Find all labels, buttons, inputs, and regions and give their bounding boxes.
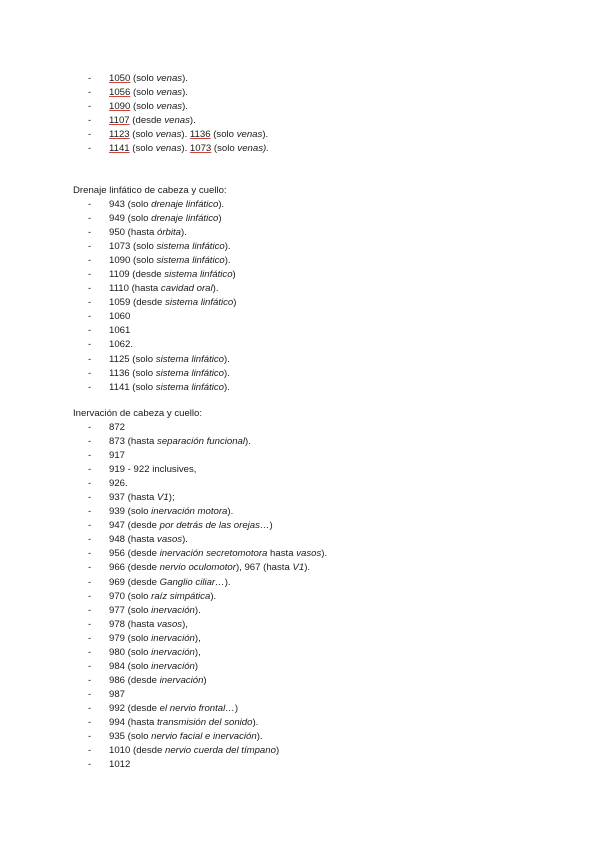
list-item-text <box>109 547 327 561</box>
bullet-dash: - <box>88 450 92 462</box>
list-item-text <box>109 533 188 547</box>
bullet-dash: - <box>88 199 92 210</box>
italic-text: vasos <box>157 618 183 630</box>
bullet-dash: - <box>88 213 92 225</box>
italic-text: V1 <box>292 562 305 574</box>
italic-text: venas <box>156 87 183 99</box>
text-segment: ), <box>194 646 201 658</box>
text-segment: 1010 (desde <box>109 745 166 757</box>
text-segment: ) <box>269 520 273 532</box>
text-segment: 926. <box>109 478 128 490</box>
italic-text: inervación secretomotora <box>159 548 268 560</box>
text-segment: 950 (hasta <box>109 227 158 239</box>
text-segment: ). <box>252 716 259 728</box>
list-item-text <box>109 744 279 758</box>
text-segment: 1012 <box>109 759 131 771</box>
list-item-text <box>109 758 130 772</box>
list-item-text <box>109 576 231 590</box>
bullet-dash: - <box>88 143 92 155</box>
text-segment: 917 <box>109 450 126 462</box>
italic-text: venas <box>156 101 183 113</box>
bullet-dash: - <box>88 101 92 113</box>
italic-text: V1 <box>157 492 169 504</box>
text-segment: ). <box>224 241 231 253</box>
list-item-text <box>109 660 198 674</box>
text-segment: 919 - 922 inclusives, <box>109 464 197 476</box>
italic-text: sistema linfático <box>164 269 233 281</box>
list-item-text <box>109 632 201 646</box>
text-segment: (solo <box>130 87 157 99</box>
lymphatic-drainage-heading: Drenaje linfático de cabeza y cuello: <box>73 185 227 196</box>
bullet-dash: - <box>88 716 92 728</box>
italic-text: Ganglio ciliar… <box>159 576 225 588</box>
italic-text: vasos <box>157 534 183 546</box>
italic-text: sistema linfático <box>155 367 225 379</box>
list-item-text <box>109 590 216 604</box>
list-item-text <box>109 282 219 296</box>
text-segment: 1136 (solo <box>109 367 156 379</box>
text-segment: 979 (solo <box>109 632 152 644</box>
page-reference-link[interactable]: 1056 <box>109 87 131 99</box>
italic-text: venas <box>236 129 263 141</box>
bullet-dash: - <box>88 269 92 281</box>
text-segment: 970 (solo <box>109 590 152 602</box>
text-segment: 980 (solo <box>109 646 152 658</box>
text-segment: ). <box>321 548 328 560</box>
text-segment: (solo <box>130 73 157 84</box>
bullet-dash: - <box>88 464 92 476</box>
text-segment: 937 (hasta <box>109 492 158 504</box>
list-item-text <box>109 561 310 575</box>
italic-text: venas <box>164 115 190 127</box>
text-segment: ) <box>194 660 199 672</box>
text-segment: ). <box>181 227 187 239</box>
bullet-dash: - <box>88 548 92 560</box>
bullet-dash: - <box>88 297 92 309</box>
bullet-dash: - <box>88 367 92 379</box>
list-item-text <box>109 491 175 505</box>
text-segment: 978 (hasta <box>109 618 158 630</box>
text-segment: 984 (solo <box>109 660 152 672</box>
text-segment: ). <box>182 73 188 84</box>
bullet-dash: - <box>88 353 92 365</box>
list-item-text <box>109 338 133 352</box>
italic-text: sistema linfático <box>156 241 225 253</box>
list-item-text <box>109 646 201 660</box>
list-item-text <box>109 114 196 128</box>
text-segment: 987 <box>109 688 126 700</box>
text-segment: ). <box>182 101 188 113</box>
text-segment: (solo <box>130 101 157 113</box>
text-segment: 1141 (solo <box>109 381 156 393</box>
bullet-dash: - <box>88 87 92 99</box>
list-item-text <box>109 296 236 310</box>
italic-text: nervio facial e inervación <box>151 731 257 743</box>
italic-text: separación funcional <box>157 436 246 448</box>
italic-text: inervación <box>151 632 195 644</box>
bullet-dash: - <box>88 381 92 393</box>
bullet-dash: - <box>88 759 92 771</box>
list-item-text <box>109 716 258 730</box>
page-reference-link[interactable]: 1090 <box>109 101 131 113</box>
bullet-dash: - <box>88 576 92 588</box>
text-segment: (solo <box>210 129 237 141</box>
italic-text: raíz simpática <box>151 590 211 602</box>
list-item-text <box>109 254 231 268</box>
list-item-text <box>109 519 273 533</box>
italic-text: sistema linfático <box>156 255 225 267</box>
bullet-dash: - <box>88 688 92 700</box>
page-reference-link[interactable]: 1123 <box>109 129 130 141</box>
list-item-text <box>109 310 130 324</box>
list-item-text <box>109 449 125 463</box>
bullet-dash: - <box>88 325 92 337</box>
list-item-text <box>109 128 268 142</box>
bullet-dash: - <box>88 618 92 630</box>
italic-text: venas <box>155 143 182 155</box>
list-item-text <box>109 381 230 395</box>
bullet-dash: - <box>88 731 92 743</box>
text-segment: 949 (solo <box>109 213 152 225</box>
text-segment: ). <box>224 353 230 365</box>
bullet-dash: - <box>88 311 92 323</box>
list-item-text <box>109 86 188 100</box>
bullet-dash: - <box>88 506 92 518</box>
list-item-text <box>109 421 125 435</box>
text-segment: ). <box>212 283 219 295</box>
list-item-text <box>109 198 224 212</box>
text-segment: ) <box>275 745 280 757</box>
text-segment: 994 (hasta <box>109 716 158 728</box>
bullet-dash: - <box>88 227 92 239</box>
text-segment: ). <box>181 143 190 155</box>
text-segment: (solo <box>211 143 238 155</box>
text-segment: 935 (solo <box>109 731 152 743</box>
text-segment: 986 (desde <box>109 674 160 686</box>
page-reference-link[interactable]: 1073 <box>189 143 212 155</box>
text-segment: 939 (solo <box>109 506 152 518</box>
bullet-dash: - <box>88 520 92 532</box>
list-item-text <box>109 212 222 226</box>
italic-text: el nervio frontal… <box>159 702 235 714</box>
text-segment: ) <box>203 674 207 686</box>
italic-text: drenaje linfático <box>151 199 219 210</box>
text-segment: ). <box>304 562 311 574</box>
text-segment: ). <box>224 381 230 393</box>
bullet-dash: - <box>88 129 92 141</box>
text-segment: ) <box>234 702 239 714</box>
italic-text: venas <box>156 73 183 84</box>
text-segment: 1125 (solo <box>109 353 156 365</box>
list-item-text <box>109 142 269 156</box>
list-item-text <box>109 268 236 282</box>
italic-text: inervación <box>151 646 195 658</box>
italic-text: vasos <box>296 548 322 560</box>
list-item-text <box>109 100 188 114</box>
list-item-text <box>109 618 188 632</box>
text-segment: (solo <box>129 129 156 141</box>
text-segment: 1061 <box>109 325 131 337</box>
list-item-text <box>109 226 187 240</box>
text-segment: ). <box>181 129 190 141</box>
list-item-text <box>109 604 201 618</box>
text-segment: 1109 (desde <box>109 269 165 281</box>
bullet-dash: - <box>88 255 92 267</box>
text-segment: ), <box>182 618 188 630</box>
text-segment: hasta <box>267 548 297 560</box>
page-reference-link[interactable]: 1136 <box>189 129 211 141</box>
bullet-dash: - <box>88 702 92 714</box>
text-segment: (solo <box>129 143 156 155</box>
page-reference-link[interactable]: 1107 <box>109 115 130 127</box>
list-item-text <box>109 505 233 519</box>
italic-text: sistema linfático <box>165 297 234 309</box>
bullet-dash: - <box>88 745 92 757</box>
bullet-dash: - <box>88 492 92 504</box>
text-segment: ). <box>245 436 251 448</box>
innervation-heading: Inervación de cabeza y cuello: <box>73 408 203 419</box>
text-segment: ) <box>233 297 237 309</box>
text-segment: ). <box>224 255 231 267</box>
italic-text: inervación <box>151 604 195 616</box>
italic-text: sistema linfático <box>155 381 225 393</box>
italic-text: inervación <box>159 674 204 686</box>
italic-text: drenaje linfático <box>151 213 219 225</box>
bullet-dash: - <box>88 478 92 490</box>
list-item-text <box>109 72 188 86</box>
bullet-dash: - <box>88 422 92 433</box>
text-segment: (desde <box>129 115 165 127</box>
text-segment: ). <box>224 367 230 379</box>
list-item-text <box>109 463 196 477</box>
italic-text: sistema linfático <box>155 353 225 365</box>
text-segment: ). <box>182 534 188 546</box>
text-segment: 872 <box>109 422 126 433</box>
italic-text: inervación motora <box>151 506 228 518</box>
bullet-dash: - <box>88 283 92 295</box>
text-segment: 1110 (hasta <box>109 283 161 295</box>
bullet-dash: - <box>88 632 92 644</box>
text-segment: ). <box>224 576 231 588</box>
bullet-dash: - <box>88 241 92 253</box>
list-item-text <box>109 367 230 381</box>
list-item-text <box>109 435 251 449</box>
list-item-text <box>109 353 230 367</box>
text-segment: 943 (solo <box>109 199 152 210</box>
text-segment: ) <box>232 269 236 281</box>
italic-text: inervación <box>151 660 195 672</box>
bullet-dash: - <box>88 604 92 616</box>
text-segment: ), <box>194 632 201 644</box>
text-segment: ). <box>189 115 196 127</box>
text-segment: ) <box>218 213 222 225</box>
text-segment: ). <box>218 199 225 210</box>
list-item-text <box>109 674 207 688</box>
text-segment: ), 967 (hasta <box>235 562 293 574</box>
list-item-text <box>109 324 130 338</box>
text-segment: 1060 <box>109 311 131 323</box>
page-reference-link[interactable]: 1050 <box>109 73 131 84</box>
list-item-text <box>109 730 263 744</box>
text-segment: ). <box>262 129 269 141</box>
bullet-dash: - <box>88 115 92 127</box>
text-segment: 1059 (desde <box>109 297 166 309</box>
text-segment: 947 (desde <box>109 520 160 532</box>
italic-text: venas). <box>237 143 269 155</box>
italic-text: transmisión del sonido <box>157 716 253 728</box>
italic-text: nervio cuerda del tímpano <box>165 745 276 757</box>
italic-text: por detrás de las orejas… <box>159 520 270 532</box>
list-item-text <box>109 688 125 702</box>
italic-text: venas <box>155 129 182 141</box>
text-segment: ). <box>256 731 263 743</box>
bullet-dash: - <box>88 339 92 351</box>
text-segment: ); <box>168 492 175 504</box>
text-segment: 873 (hasta <box>109 436 158 448</box>
text-segment: 1062. <box>109 339 134 351</box>
italic-text: órbita <box>157 227 182 239</box>
list-item-text <box>109 240 231 254</box>
text-segment: ). <box>182 87 188 99</box>
bullet-dash: - <box>88 674 92 686</box>
text-segment: 977 (solo <box>109 604 152 616</box>
text-segment: ). <box>210 590 217 602</box>
page-reference-link[interactable]: 1141 <box>109 143 130 155</box>
italic-text: cavidad oral <box>160 283 213 295</box>
bullet-dash: - <box>88 660 92 672</box>
list-item-text <box>109 702 238 716</box>
italic-text: nervio oculomotor <box>159 562 236 574</box>
bullet-dash: - <box>88 436 92 448</box>
text-segment: 1073 (solo <box>109 241 157 253</box>
text-segment: ). <box>227 506 234 518</box>
text-segment: ). <box>194 604 201 616</box>
text-segment: 992 (desde <box>109 702 160 714</box>
list-item-text <box>109 477 128 491</box>
text-segment: 1090 (solo <box>109 255 157 267</box>
bullet-dash: - <box>88 562 92 574</box>
bullet-dash: - <box>88 73 92 84</box>
bullet-dash: - <box>88 646 92 658</box>
text-segment: 948 (hasta <box>109 534 158 546</box>
text-segment: 969 (desde <box>109 576 160 588</box>
text-segment: 966 (desde <box>109 562 160 574</box>
bullet-dash: - <box>88 534 92 546</box>
bullet-dash: - <box>88 590 92 602</box>
text-segment: 956 (desde <box>109 548 160 560</box>
